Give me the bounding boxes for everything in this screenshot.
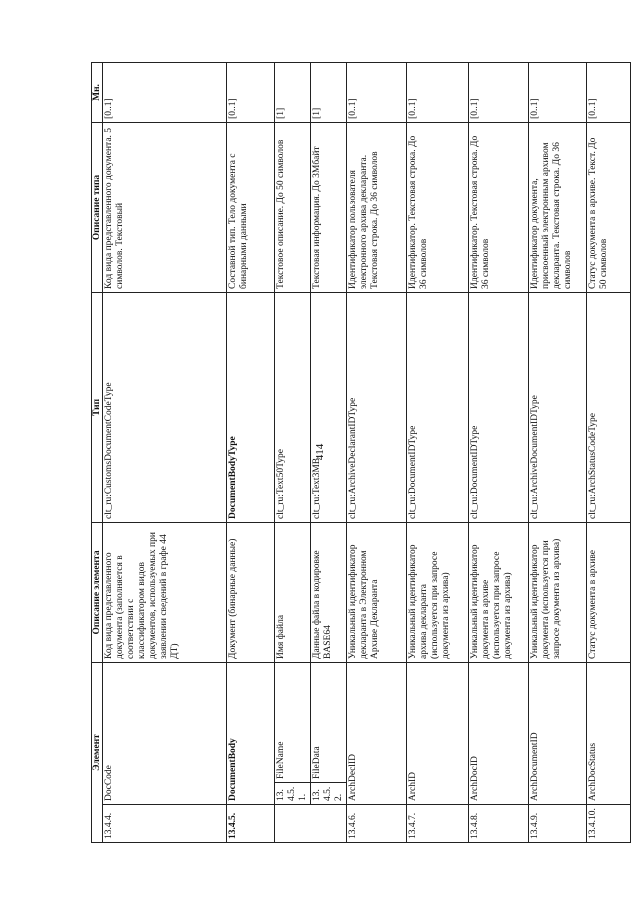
table-row <box>587 62 631 842</box>
row-number: 13.4.5.1. <box>275 783 311 805</box>
element-description: Уникальный идентификатор документа (используется при запросе документа из архива) <box>529 522 587 662</box>
type-description: Идентификатор документа, присвоенный электронным архивом декларанта. Текстовая строка. До 36 символов <box>529 122 587 292</box>
type-description: Код вида представленного документа. 5 символов. Текстовый <box>103 122 227 292</box>
type-description: Текстовое описание. До 50 символов <box>275 122 311 292</box>
type-description: Идентификатор. Текстовая строка. До 36 символов <box>407 122 469 292</box>
header-type-description: Описание типа <box>92 122 103 292</box>
element-name: ArchDocID <box>469 662 529 804</box>
element-type: clt_ru:ArchiveDeclarantIDType <box>347 292 407 522</box>
element-description: Код вида представленного документа (заполняется в соответствии с классификатором видов документов, используемых при заявлении сведений в графе 44 ДТ) <box>103 522 227 662</box>
element-name: ArchDocStatus <box>587 662 631 804</box>
header-element: Элемент <box>92 662 103 842</box>
spec-table <box>91 62 631 843</box>
row-number: 13.4.8. <box>469 805 529 843</box>
type-description: Идентификатор. Текстовая строка. До 36 символов <box>469 122 529 292</box>
element-name: FileName <box>275 662 311 782</box>
table-row <box>407 62 469 842</box>
element-description: Данные файла в кодировке BASE64 <box>311 522 347 662</box>
element-description: Документ (бинарные данные) <box>227 522 275 662</box>
row-number: 13.4.10. <box>587 805 631 843</box>
element-type: clt_ru:Text3MB <box>311 292 347 522</box>
element-type: clt_ru:DocumentIDType <box>469 292 529 522</box>
type-description: Идентификатор пользователя электронного архива декларанта. Текстовая строка. До 36 символов <box>347 122 407 292</box>
element-description: Уникальный идентификатор архива декларанта (используется при запросе документа из архива) <box>407 522 469 662</box>
row-number: 13.4.7. <box>407 805 469 843</box>
element-type: DocumentBodyType <box>227 292 275 522</box>
element-name: DocumentBody <box>227 662 275 804</box>
element-description: Имя файла <box>275 522 311 662</box>
multiplicity: [0..1] <box>469 62 529 122</box>
element-name: ArchID <box>407 662 469 804</box>
table-row <box>103 62 227 842</box>
type-description: Текстовая информация. До 3Мбайт <box>311 122 347 292</box>
element-type: clt_ru:DocumentIDType <box>407 292 469 522</box>
row-number: 13.4.5. <box>227 805 275 843</box>
element-type: clt_ru:CustomsDocumentCodeType <box>103 292 227 522</box>
element-name: ArchDocumentID <box>529 662 587 804</box>
multiplicity: [0..1] <box>587 62 631 122</box>
type-description: Составной тип. Тело документа с бинарными данными <box>227 122 275 292</box>
table-row <box>469 62 529 842</box>
page-number: 414 <box>314 443 326 461</box>
element-type: clt_ru:Text50Type <box>275 292 311 522</box>
table-row <box>347 62 407 842</box>
table-row <box>275 62 311 842</box>
multiplicity: [0..1] <box>529 62 587 122</box>
element-name: DocCode <box>103 662 227 804</box>
table-header-row <box>92 62 103 842</box>
element-name: FileData <box>311 662 347 782</box>
multiplicity: [0..1] <box>407 62 469 122</box>
element-type: clt_ru:ArchStatusCodeType <box>587 292 631 522</box>
indent-cell <box>275 805 347 843</box>
element-type: clt_ru:ArchiveDocumentIDType <box>529 292 587 522</box>
multiplicity: [0..1] <box>347 62 407 122</box>
element-name: ArchDeclID <box>347 662 407 804</box>
row-number: 13.4.4. <box>103 805 227 843</box>
header-multiplicity: Мн. <box>92 62 103 122</box>
spec-table-container <box>91 63 609 843</box>
multiplicity: [0..1] <box>227 62 275 122</box>
row-number: 13.4.9. <box>529 805 587 843</box>
table-row <box>227 62 275 842</box>
element-description: Статус документа в архиве <box>587 522 631 662</box>
table-row <box>529 62 587 842</box>
element-description: Уникальный идентификатор декларанта в Электронном Архиве Декларанта <box>347 522 407 662</box>
row-number: 13.4.5.2. <box>311 783 347 805</box>
multiplicity: [0..1] <box>103 62 227 122</box>
row-number: 13.4.6. <box>347 805 407 843</box>
multiplicity: [1] <box>275 62 311 122</box>
header-description: Описание элемента <box>92 522 103 662</box>
element-description: Уникальный идентификатор документа в архиве (используется при запросе документа из архива) <box>469 522 529 662</box>
type-description: Статус документа в архиве. Текст. До 50 символов <box>587 122 631 292</box>
multiplicity: [1] <box>311 62 347 122</box>
table-row <box>311 62 347 842</box>
header-type: Тип <box>92 292 103 522</box>
